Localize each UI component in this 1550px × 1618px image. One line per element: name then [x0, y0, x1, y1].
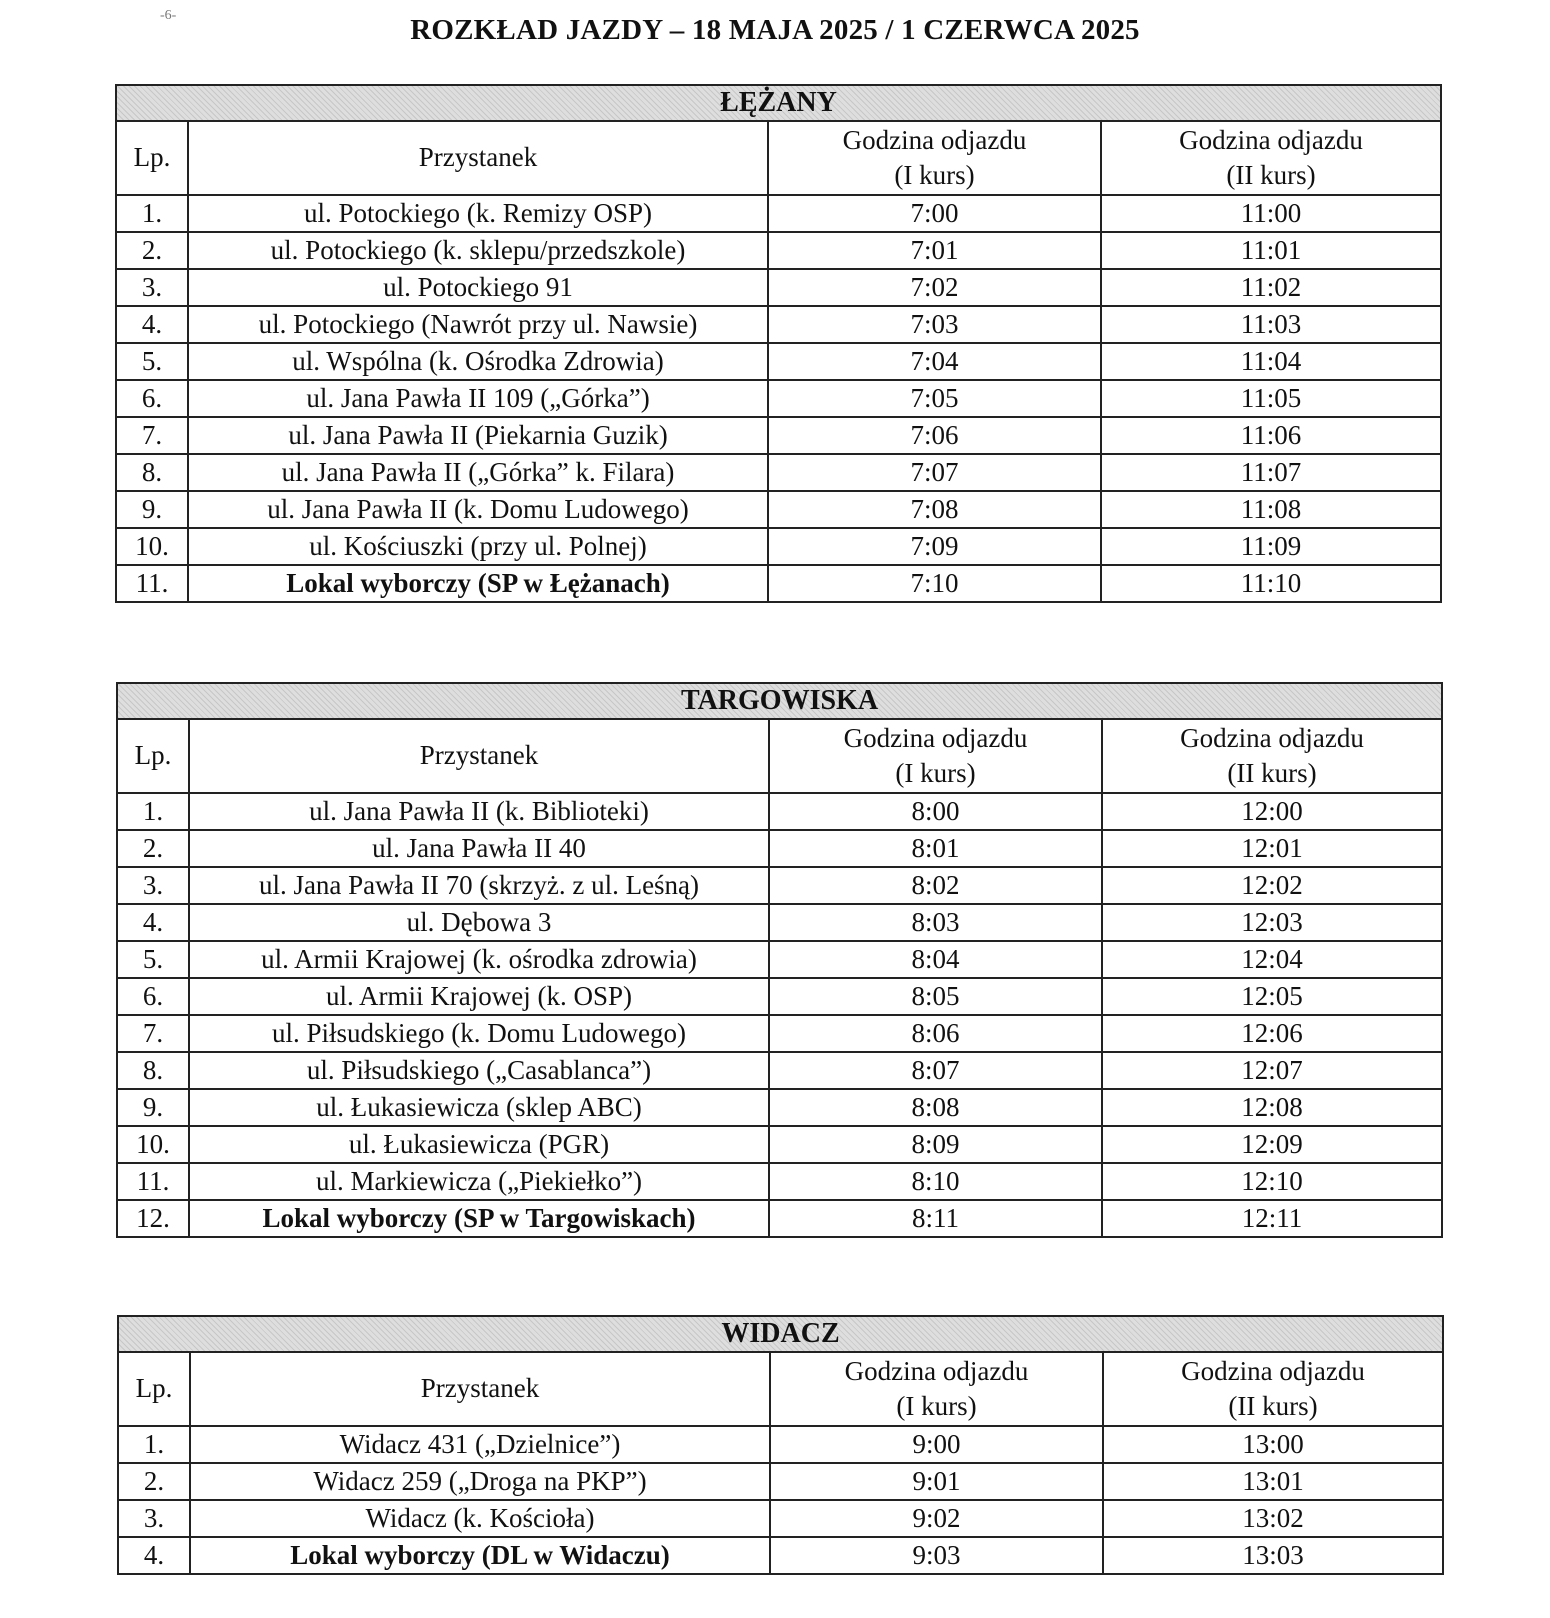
departure-time-run-1: 7:02 [768, 269, 1101, 306]
departure-time-run-2: 11:05 [1101, 380, 1441, 417]
departure-time-run-2: 12:11 [1102, 1200, 1442, 1237]
row-lp: 4. [116, 306, 188, 343]
row-lp: 9. [117, 1089, 189, 1126]
stop-name: ul. Armii Krajowej (k. OSP) [189, 978, 769, 1015]
stop-name: ul. Jana Pawła II (k. Domu Ludowego) [188, 491, 768, 528]
stop-name: ul. Potockiego (k. sklepu/przedszkole) [188, 232, 768, 269]
row-lp: 10. [117, 1126, 189, 1163]
departure-time-run-1: 7:05 [768, 380, 1101, 417]
table-row [117, 978, 1442, 1015]
header-run-2-line1: Godzina odjazdu [1180, 722, 1364, 753]
table-row [116, 491, 1441, 528]
header-run-1-line1: Godzina odjazdu [844, 1355, 1029, 1386]
header-stop: Przystanek [190, 1352, 770, 1426]
departure-time-run-2: 13:01 [1103, 1463, 1443, 1500]
polling-station-name: Lokal wyborczy (SP w Łężanach) [188, 565, 768, 602]
stop-name: ul. Łukasiewicza (PGR) [189, 1126, 769, 1163]
table-row [118, 1426, 1443, 1463]
row-lp: 7. [117, 1015, 189, 1052]
header-run-1-line2: (I kurs) [896, 1391, 977, 1421]
departure-time-run-1: 9:00 [770, 1426, 1103, 1463]
table-row [117, 867, 1442, 904]
table-row [118, 1500, 1443, 1537]
stop-name: ul. Dębowa 3 [189, 904, 769, 941]
departure-time-run-2: 12:07 [1102, 1052, 1442, 1089]
column-header-row [118, 1352, 1443, 1426]
header-run-1-line2: (I kurs) [895, 758, 976, 788]
row-lp: 9. [116, 491, 188, 528]
section-title: TARGOWISKA [117, 683, 1442, 719]
table-row [118, 1537, 1443, 1574]
departure-time-run-1: 9:03 [770, 1537, 1103, 1574]
header-run-1 [770, 1352, 1103, 1426]
row-lp: 4. [118, 1537, 190, 1574]
departure-time-run-1: 7:08 [768, 491, 1101, 528]
section-title-row [118, 1316, 1443, 1352]
header-run-1 [768, 121, 1101, 195]
stop-name: ul. Jana Pawła II („Górka” k. Filara) [188, 454, 768, 491]
departure-time-run-2: 11:03 [1101, 306, 1441, 343]
header-run-2 [1103, 1352, 1443, 1426]
stop-name: ul. Jana Pawła II (Piekarnia Guzik) [188, 417, 768, 454]
row-lp: 1. [117, 793, 189, 830]
stop-name: ul. Jana Pawła II 109 („Górka”) [188, 380, 768, 417]
table-row [117, 1200, 1442, 1237]
table-row [117, 1163, 1442, 1200]
table-row [117, 1052, 1442, 1089]
stop-name: ul. Markiewicza („Piekiełko”) [189, 1163, 769, 1200]
row-lp: 11. [116, 565, 188, 602]
departure-time-run-2: 12:06 [1102, 1015, 1442, 1052]
row-lp: 2. [116, 232, 188, 269]
header-stop: Przystanek [189, 719, 769, 793]
row-lp: 5. [117, 941, 189, 978]
stop-name: ul. Armii Krajowej (k. ośrodka zdrowia) [189, 941, 769, 978]
stop-name: ul. Piłsudskiego („Casablanca”) [189, 1052, 769, 1089]
row-lp: 3. [117, 867, 189, 904]
table-row [117, 941, 1442, 978]
table-row [116, 343, 1441, 380]
departure-time-run-2: 12:03 [1102, 904, 1442, 941]
departure-time-run-2: 11:07 [1101, 454, 1441, 491]
departure-time-run-2: 12:08 [1102, 1089, 1442, 1126]
departure-time-run-2: 13:03 [1103, 1537, 1443, 1574]
header-run-2-line2: (II kurs) [1228, 1391, 1318, 1421]
departure-time-run-1: 7:03 [768, 306, 1101, 343]
departure-time-run-2: 11:06 [1101, 417, 1441, 454]
departure-time-run-1: 7:07 [768, 454, 1101, 491]
row-lp: 4. [117, 904, 189, 941]
column-header-row [117, 719, 1442, 793]
timetable-targowiska [116, 682, 1443, 1238]
stop-name: ul. Potockiego 91 [188, 269, 768, 306]
row-lp: 6. [116, 380, 188, 417]
polling-station-name: Lokal wyborczy (DL w Widaczu) [190, 1537, 770, 1574]
stop-name: ul. Potockiego (Nawrót przy ul. Nawsie) [188, 306, 768, 343]
departure-time-run-2: 13:02 [1103, 1500, 1443, 1537]
header-run-2-line2: (II kurs) [1226, 160, 1316, 190]
stop-name: ul. Potockiego (k. Remizy OSP) [188, 195, 768, 232]
departure-time-run-1: 8:06 [769, 1015, 1102, 1052]
departure-time-run-1: 8:03 [769, 904, 1102, 941]
header-stop: Przystanek [188, 121, 768, 195]
departure-time-run-2: 12:01 [1102, 830, 1442, 867]
section-title-row [117, 683, 1442, 719]
departure-time-run-1: 8:01 [769, 830, 1102, 867]
header-run-1 [769, 719, 1102, 793]
stop-name: Widacz (k. Kościoła) [190, 1500, 770, 1537]
row-lp: 3. [118, 1500, 190, 1537]
row-lp: 1. [118, 1426, 190, 1463]
departure-time-run-2: 11:08 [1101, 491, 1441, 528]
row-lp: 2. [117, 830, 189, 867]
departure-time-run-2: 11:04 [1101, 343, 1441, 380]
table-row [117, 793, 1442, 830]
departure-time-run-2: 12:10 [1102, 1163, 1442, 1200]
departure-time-run-1: 8:11 [769, 1200, 1102, 1237]
departure-time-run-2: 11:01 [1101, 232, 1441, 269]
stop-name: ul. Jana Pawła II (k. Biblioteki) [189, 793, 769, 830]
departure-time-run-1: 9:02 [770, 1500, 1103, 1537]
table-row [116, 306, 1441, 343]
document-title: ROZKŁAD JAZDY – 18 MAJA 2025 / 1 CZERWCA 2025 [410, 14, 1140, 46]
departure-time-run-1: 7:01 [768, 232, 1101, 269]
departure-time-run-1: 7:04 [768, 343, 1101, 380]
departure-time-run-2: 11:10 [1101, 565, 1441, 602]
departure-time-run-1: 8:10 [769, 1163, 1102, 1200]
polling-station-name: Lokal wyborczy (SP w Targowiskach) [189, 1200, 769, 1237]
departure-time-run-1: 9:01 [770, 1463, 1103, 1500]
row-lp: 5. [116, 343, 188, 380]
table-row [116, 195, 1441, 232]
row-lp: 2. [118, 1463, 190, 1500]
table-row [116, 454, 1441, 491]
departure-time-run-2: 11:02 [1101, 269, 1441, 306]
stop-name: ul. Jana Pawła II 40 [189, 830, 769, 867]
departure-time-run-1: 8:08 [769, 1089, 1102, 1126]
table-row [117, 1089, 1442, 1126]
column-header-row [116, 121, 1441, 195]
row-lp: 3. [116, 269, 188, 306]
row-lp: 8. [116, 454, 188, 491]
table-row [117, 1126, 1442, 1163]
stop-name: ul. Wspólna (k. Ośrodka Zdrowia) [188, 343, 768, 380]
departure-time-run-2: 12:02 [1102, 867, 1442, 904]
row-lp: 1. [116, 195, 188, 232]
departure-time-run-1: 8:00 [769, 793, 1102, 830]
timetable-widacz [117, 1315, 1444, 1575]
stop-name: ul. Piłsudskiego (k. Domu Ludowego) [189, 1015, 769, 1052]
row-lp: 8. [117, 1052, 189, 1089]
section-title: WIDACZ [118, 1316, 1443, 1352]
departure-time-run-2: 11:00 [1101, 195, 1441, 232]
table-row [116, 269, 1441, 306]
departure-time-run-2: 13:00 [1103, 1426, 1443, 1463]
departure-time-run-2: 12:09 [1102, 1126, 1442, 1163]
departure-time-run-1: 7:09 [768, 528, 1101, 565]
departure-time-run-1: 7:06 [768, 417, 1101, 454]
header-run-2-line2: (II kurs) [1227, 758, 1317, 788]
header-run-2 [1102, 719, 1442, 793]
table-row [117, 904, 1442, 941]
table-row [117, 1015, 1442, 1052]
header-run-2-line1: Godzina odjazdu [1179, 124, 1363, 155]
departure-time-run-2: 11:09 [1101, 528, 1441, 565]
departure-time-run-2: 12:00 [1102, 793, 1442, 830]
header-lp: Lp. [116, 121, 188, 195]
header-run-1-line1: Godzina odjazdu [842, 124, 1027, 155]
row-lp: 11. [117, 1163, 189, 1200]
table-row [118, 1463, 1443, 1500]
row-lp: 7. [116, 417, 188, 454]
departure-time-run-1: 8:02 [769, 867, 1102, 904]
table-row [116, 528, 1441, 565]
table-row [116, 565, 1441, 602]
header-run-2-line1: Godzina odjazdu [1181, 1355, 1365, 1386]
row-lp: 12. [117, 1200, 189, 1237]
departure-time-run-1: 8:07 [769, 1052, 1102, 1089]
table-row [116, 232, 1441, 269]
stop-name: ul. Kościuszki (przy ul. Polnej) [188, 528, 768, 565]
table-row [116, 417, 1441, 454]
departure-time-run-1: 7:10 [768, 565, 1101, 602]
stop-name: Widacz 259 („Droga na PKP”) [190, 1463, 770, 1500]
table-row [117, 830, 1442, 867]
departure-time-run-1: 7:00 [768, 195, 1101, 232]
stop-name: Widacz 431 („Dzielnice”) [190, 1426, 770, 1463]
departure-time-run-2: 12:04 [1102, 941, 1442, 978]
stop-name: ul. Jana Pawła II 70 (skrzyż. z ul. Leśną) [189, 867, 769, 904]
timetable-lezany [115, 84, 1442, 603]
row-lp: 10. [116, 528, 188, 565]
section-title-row [116, 85, 1441, 121]
departure-time-run-2: 12:05 [1102, 978, 1442, 1015]
page-number-mark: -6- [160, 8, 177, 23]
header-lp: Lp. [118, 1352, 190, 1426]
row-lp: 6. [117, 978, 189, 1015]
departure-time-run-1: 8:04 [769, 941, 1102, 978]
header-run-1-line2: (I kurs) [894, 160, 975, 190]
header-run-1-line1: Godzina odjazdu [843, 722, 1028, 753]
section-title: ŁĘŻANY [116, 85, 1441, 121]
header-run-2 [1101, 121, 1441, 195]
stop-name: ul. Łukasiewicza (sklep ABC) [189, 1089, 769, 1126]
departure-time-run-1: 8:05 [769, 978, 1102, 1015]
departure-time-run-1: 8:09 [769, 1126, 1102, 1163]
header-lp: Lp. [117, 719, 189, 793]
table-row [116, 380, 1441, 417]
